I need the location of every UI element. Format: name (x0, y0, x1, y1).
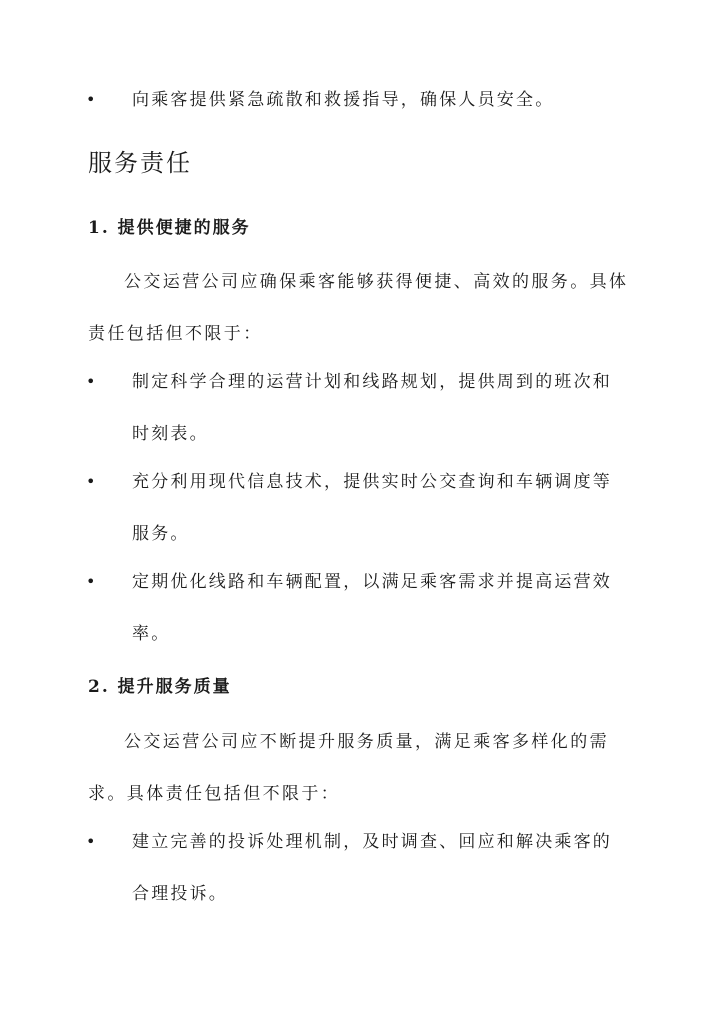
list-item-text: 充分利用现代信息技术，提供实时公交查询和车辆调度等服务。 (132, 472, 612, 544)
bullet-icon: • (86, 832, 98, 851)
subsection-heading: 2. 提升服务质量 (88, 677, 232, 697)
list-item-text: 建立完善的投诉处理机制，及时调查、回应和解决乘客的合理投诉。 (132, 832, 612, 904)
list-item-text: 定期优化线路和车辆配置，以满足乘客需求并提高运营效率。 (132, 572, 612, 644)
list-item (86, 356, 628, 460)
list-item-text: 制定科学合理的运营计划和线路规划，提供周到的班次和时刻表。 (132, 372, 612, 444)
list-item (86, 74, 628, 126)
list-item-text: 向乘客提供紧急疏散和救援指导，确保人员安全。 (132, 90, 555, 110)
bullet-icon: • (86, 90, 98, 109)
bullet-icon: • (86, 372, 98, 391)
list-item (86, 816, 628, 920)
bullet-icon: • (86, 572, 98, 591)
bullet-icon: • (86, 472, 98, 491)
list-item (86, 556, 628, 660)
paragraph: 公交运营公司应确保乘客能够获得便捷、高效的服务。具体责任包括但不限于： (88, 272, 629, 344)
list-item (86, 456, 628, 560)
paragraph: 公交运营公司应不断提升服务质量，满足乘客多样化的需求。具体责任包括但不限于： (88, 732, 609, 804)
subsection-heading: 1. 提供便捷的服务 (88, 218, 251, 238)
section-heading: 服务责任 (88, 149, 192, 177)
